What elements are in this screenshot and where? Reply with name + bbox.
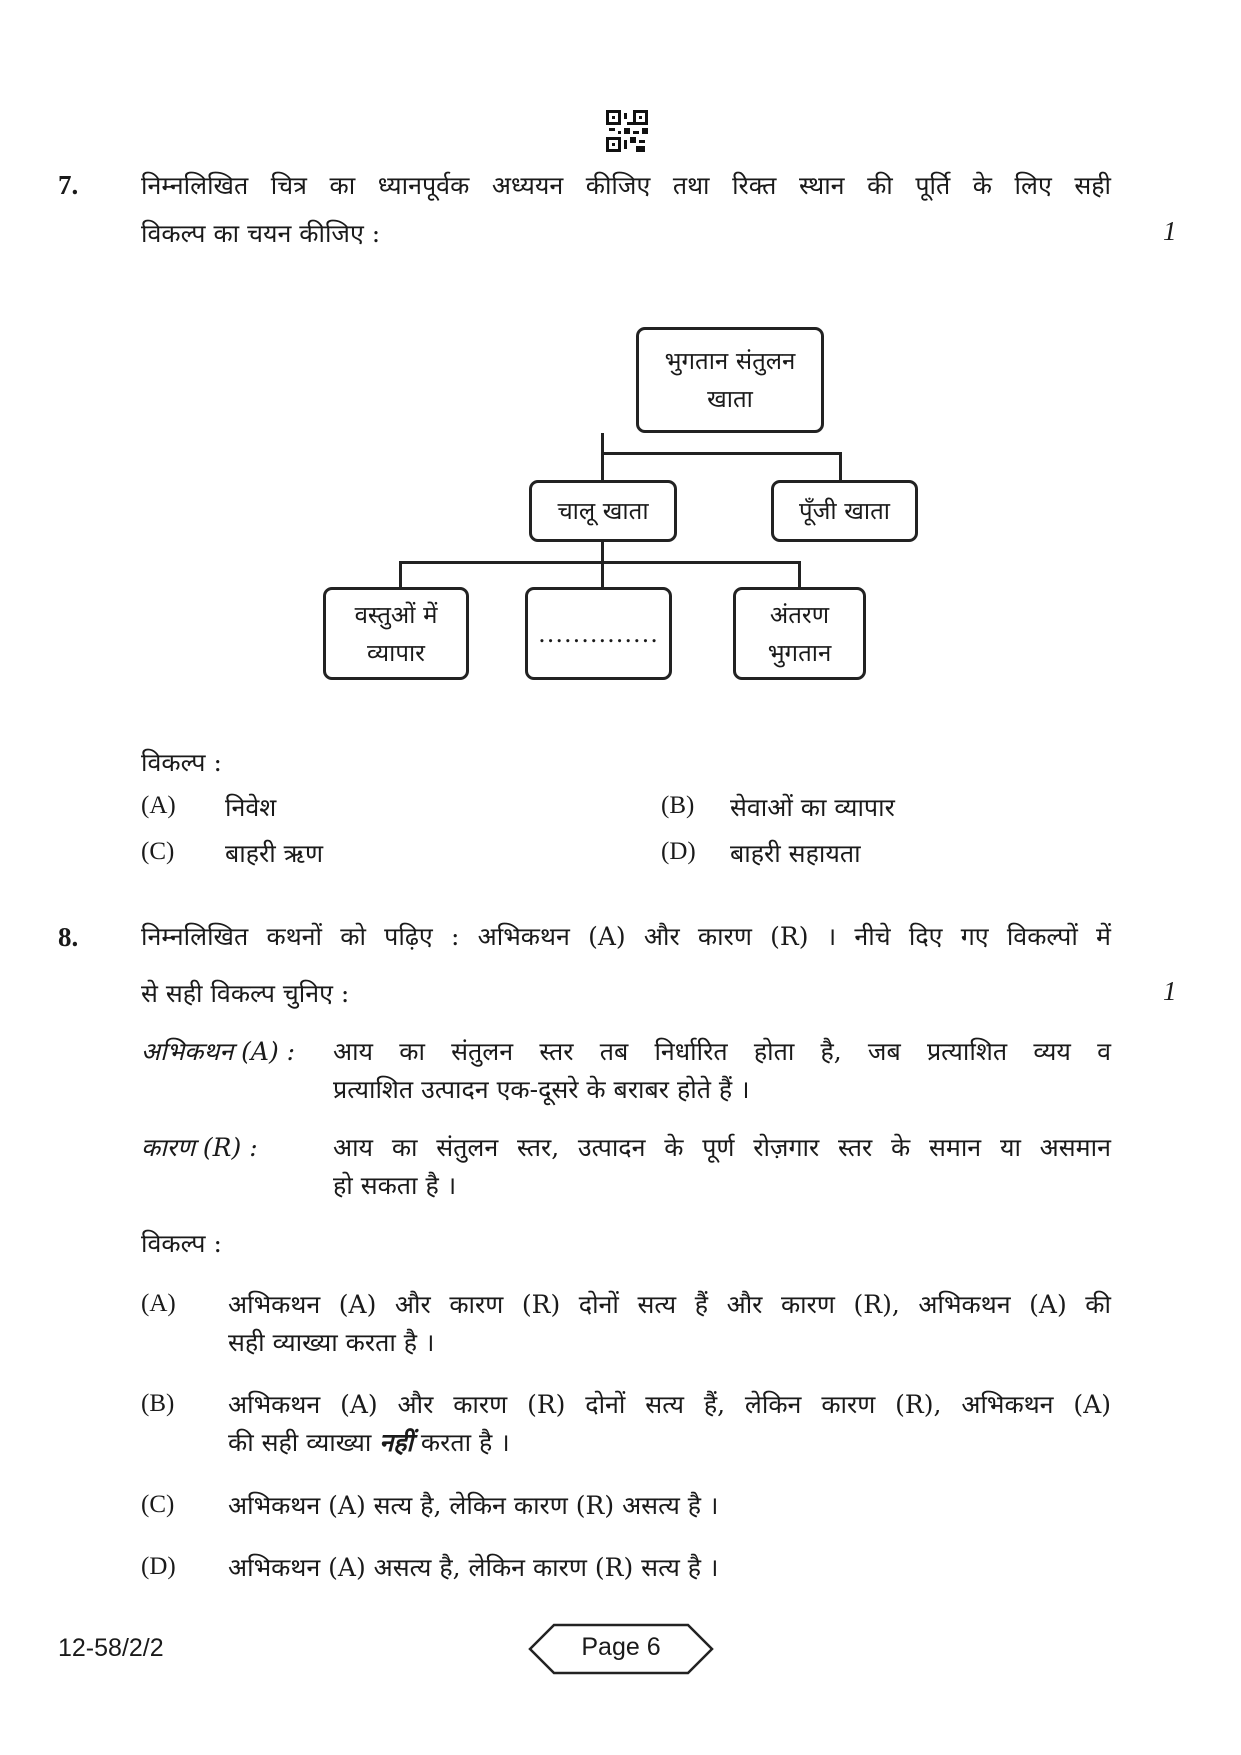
bop-account-label-line2: खाता [707, 385, 753, 413]
question-8-marks: 1 [1163, 976, 1177, 1006]
connector-level2-bar [399, 561, 801, 564]
connector-to-capital [839, 452, 842, 482]
question-8-number: 8. [58, 922, 79, 952]
connector-to-transfer [798, 561, 801, 589]
page-number: Page 6 [581, 1633, 661, 1661]
q8-option-b-label: (B) [141, 1390, 175, 1417]
capital-account-box [771, 480, 918, 542]
blank-box [525, 587, 672, 680]
question-7-text-line2: विकल्प का चयन कीजिए : [141, 219, 381, 248]
qr-code-icon [606, 110, 648, 152]
connector-level1-bar [601, 452, 842, 455]
q8-option-b-line2-pre: की सही व्याख्या [228, 1428, 372, 1457]
q7-option-b-label: (B) [661, 792, 695, 819]
q8-option-b-line2 [228, 1425, 510, 1459]
q7-option-b-text: सेवाओं का व्यापार [730, 793, 895, 822]
assertion-text-line2: प्रत्याशित उत्पादन एक-दूसरे के बराबर होते हैं । [333, 1075, 750, 1104]
current-account-box [529, 480, 677, 542]
question-7-marks: 1 [1163, 216, 1177, 246]
q8-option-a-line2: सही व्याख्या करता है । [228, 1328, 435, 1357]
q7-option-d-label: (D) [661, 838, 696, 865]
q7-option-c-label: (C) [141, 838, 175, 865]
question-7-text-line1: निम्नलिखित चित्र का ध्यानपूर्वक अध्ययन कीजिए तथा रिक्त स्थान की पूर्ति के लिए सही [141, 171, 1111, 200]
question-8-text-line2: से सही विकल्प चुनिए : [141, 979, 350, 1008]
q8-option-b-line1: अभिकथन (A) और कारण (R) दोनों सत्य हैं, लेकिन कारण (R), अभिकथन (A) [228, 1390, 1111, 1419]
reason-text-line2: हो सकता है । [333, 1171, 457, 1200]
assertion-text-line1: आय का संतुलन स्तर तब निर्धारित होता है, जब प्रत्याशित व्यय व [333, 1037, 1111, 1066]
goods-trade-label-line1: वस्तुओं में [354, 600, 438, 629]
q7-option-a-label: (A) [141, 792, 176, 819]
reason-label: कारण (R) : [141, 1133, 258, 1162]
q8-option-c-text: अभिकथन (A) सत्य है, लेकिन कारण (R) असत्य है । [228, 1491, 719, 1520]
q8-option-b-emphasis: नहीं [379, 1428, 413, 1457]
connector-to-current [601, 452, 604, 482]
blank-placeholder: .............. [538, 619, 659, 648]
q7-option-d-text: बाहरी सहायता [730, 839, 861, 868]
bop-account-box [636, 327, 824, 433]
q8-option-d-label: (D) [141, 1553, 176, 1580]
bop-account-label-line1: भुगतान संतुलन [664, 347, 796, 375]
q8-option-d-text: अभिकथन (A) असत्य है, लेकिन कारण (R) सत्य है । [228, 1553, 719, 1582]
question-7-number: 7. [58, 170, 79, 200]
capital-account-label: पूँजी खाता [798, 497, 891, 525]
transfer-payments-label-line1: अंतरण [769, 600, 830, 629]
connector-to-blank [601, 561, 604, 589]
q8-option-c-label: (C) [141, 1491, 175, 1518]
goods-trade-box [323, 587, 469, 680]
question-8-text-line1: निम्नलिखित कथनों को पढ़िए : अभिकथन (A) और कारण (R) । नीचे दिए गए विकल्पों में [141, 922, 1111, 951]
q7-option-a-text: निवेश [225, 793, 277, 822]
q7-option-c-text: बाहरी ऋण [225, 839, 324, 868]
connector-to-goods [399, 561, 402, 589]
question-7-options-label: विकल्प : [141, 748, 222, 777]
current-account-label: चालू खाता [557, 497, 649, 525]
connector-root-down [601, 433, 604, 453]
goods-trade-label-line2: व्यापार [366, 638, 425, 667]
q8-option-a-line1: अभिकथन (A) और कारण (R) दोनों सत्य हैं और कारण (R), अभिकथन (A) की [228, 1290, 1111, 1319]
assertion-label: अभिकथन (A) : [141, 1037, 296, 1066]
transfer-payments-box [733, 587, 866, 680]
paper-code: 12-58/2/2 [58, 1634, 164, 1662]
q8-option-a-label: (A) [141, 1290, 176, 1317]
reason-text-line1: आय का संतुलन स्तर, उत्पादन के पूर्ण रोज़गार स्तर के समान या असमान [333, 1133, 1111, 1162]
question-8-options-label: विकल्प : [141, 1229, 222, 1258]
connector-current-down [601, 541, 604, 563]
q8-option-b-line2-post: करता है । [420, 1428, 510, 1457]
transfer-payments-label-line2: भुगतान [767, 638, 832, 667]
